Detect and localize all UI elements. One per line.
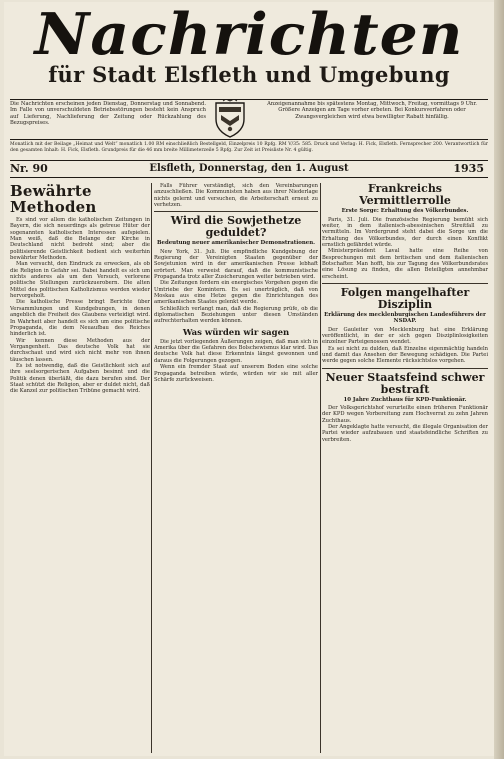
column-divider	[151, 183, 152, 753]
advertising-info: Anzeigenannahme bis spätestens Montag, Mittwoch, Freitag, vormittags 9 Uhr. Größere Anzeigen am Tage vorher erbeten. Bei Konkursverfahren oder Zwangsvergleichen wird etwa bewilligter Rabatt hinfällig.	[267, 101, 477, 120]
article-divider	[322, 283, 488, 284]
paragraph: New York, 31. Juli. Die empfindliche Kundgebung der Regierung der Vereinigten Staaten gegenüber der Sowjetunion wird in der amerikanischen Presse lebhaft erörtert. Man verweist darauf, daß die kommunistische Propaganda trotz aller Zusicherungen weiter betrieben wird.	[154, 248, 318, 281]
article-headline: Wird die Sowjethetze geduldet?	[170, 214, 302, 240]
paragraph: Man versucht, den Eindruck zu erwecken, als ob die Religion in Gefahr sei. Dabei handelt es sich um nichts anderes als um den Versuch, verlorene politische Stellungen zurückzuerobern. Die alten Mittel des politischen Katholizismus werden wieder hervorgeholt.	[10, 261, 150, 300]
article-headline: Folgen mangelhafter Disziplin	[340, 285, 470, 311]
paragraph: Wir kennen diese Methoden aus der Vergangenheit. Das deutsche Volk hat sie durchschaut und wird sich nicht mehr von ihnen täuschen lassen.	[10, 337, 150, 363]
publication-info: Die Nachrichten erscheinen jeden Dienstag, Donnerstag und Sonnabend. Im Falle von unverschuldeten Betriebsstörungen besteht kein Anspruch auf Lieferung, Nachlieferung der Zeitung oder Rückzahlung des Bezugspreises.	[10, 101, 206, 127]
article-subheadline: Bedeutung neuer amerikanischer Demonstrationen.	[156, 240, 316, 247]
info-bar	[10, 101, 488, 137]
paragraph: Der Angeklagte hatte versucht, die illegale Organisation der Partei wieder aufzubauen und staatsfeindliche Schriften zu verbreiten.	[322, 424, 488, 443]
dateline-rule-bottom	[10, 177, 488, 178]
paragraph: Es ist notwendig, daß die Geistlichkeit sich auf ihre seelsorgerischen Aufgaben besinnt und die Politik denen überläßt, die dazu berufen sind. Der Staat schützt die Religion, aber er duldet nicht, daß die Kanzel zur politischen Tribüne gemacht wird.	[10, 362, 150, 395]
paragraph: Schließlich verlangt man, daß die Regierung prüfe, ob die diplomatischen Beziehungen unter diesen Umständen aufrechterhalten werden können.	[154, 305, 318, 325]
paragraph: Die jetzt vorliegenden Äußerungen zeigen, daß man sich in Amerika über die Gefahren des Bolschewismus klar wird. Das deutsche Volk hat diese Erkenntnis längst gewonnen und daraus die Folgerungen gezogen.	[154, 338, 318, 364]
article-body	[322, 327, 488, 365]
section-headline: Was würden wir sagen	[182, 327, 290, 338]
paragraph: Der Gauleiter von Mecklenburg hat eine Erklärung veröffentlicht, in der er sich gegen Disziplinlosigkeiten einzelner Parteigenossen wendet.	[322, 326, 488, 346]
info-rule	[10, 139, 488, 140]
paragraph: Die Zeitungen fordern ein energisches Vorgehen gegen die Umtriebe der Komintern. Es sei unerträglich, daß von Moskau aus eine Hetze gegen die Einrichtungen des amerikanischen Staates gelenkt werde.	[154, 280, 318, 306]
paragraph: Paris, 31. Juli. Die französische Regierung bemüht sich weiter, in dem italienisch-abessinischen Streitfall zu vermitteln. Im Vordergrund steht dabei die Sorge um die Erhaltung des Völkerbundes, der durch einen Konflikt ernstlich gefährdet würde.	[322, 216, 488, 248]
paragraph: Der Volksgerichtshof verurteilte einen früheren Funktionär der KPD wegen Vorbereitung zum Hochverrat zu zehn Jahren Zuchthaus.	[322, 405, 488, 424]
article-divider	[322, 368, 488, 369]
issue-year: 1935	[453, 162, 484, 175]
article-headline: Bewährte Methoden	[10, 183, 97, 216]
column-divider	[320, 183, 321, 753]
issue-date: Elsfleth, Donnerstag, den 1. August	[149, 163, 349, 174]
article-body	[154, 339, 318, 383]
paragraph: Ministerpräsident Laval hatte eine Reihe von Besprechungen mit dem britischen und dem italienischen Botschafter. Man hofft, bis zur Tagung des Völkerbundsrates eine Lösung zu finden, die allen Beteiligten annehmbar erscheint.	[322, 248, 488, 280]
article-column-middle	[154, 183, 318, 753]
coat-of-arms-icon	[213, 99, 247, 139]
article-subheadline: Erklärung des mecklenburgischen Landesführers der NSDAP.	[324, 311, 486, 325]
article-column-right	[322, 183, 488, 753]
paragraph: Falls Führer verständigt, sich den Vereinbarungen anzuschließen. Die Kommunisten haben aus ihrer Niederlage nichts gelernt und versuchen, die Arbeiterschaft erneut zu verhetzen.	[154, 183, 318, 209]
masthead	[10, 2, 488, 87]
article-headline: Neuer Staatsfeind schwer bestraft	[325, 370, 485, 396]
price-notice: Monatlich mit der Beilage „Heimat und Welt“ monatlich 1.00 RM einschließlich Bestellgeld, Einzelpreis 10 Rpfg. RM V/35: 585. Druck und Verlag: H. Fick, Elsfleth. Fernsprecher 200. Verantwortlich für den gesamten Inhalt: H. Fick, Elsfleth. Grundpreis für die 46 mm breite Millimeterzeile 5 Rpfg. Zur Zeit ist Preisliste Nr. 4 gültig.	[10, 142, 488, 153]
paragraph: Es sind vor allem die katholischen Zeitungen in Bayern, die sich neuerdings als getreue Hüter der sogenannten katholischen Interessen aufspielen. Man weiß, daß die Belange der Kirche in Deutschland nicht bedroht sind; aber die politisierende Geistlichkeit bedient sich weiterhin bewährter Methoden.	[10, 217, 150, 262]
article-body	[10, 217, 150, 395]
article-subheadline: Erste Sorge: Erhaltung des Völkerbundes.	[341, 208, 469, 214]
dateline	[10, 162, 488, 176]
article-divider	[154, 211, 318, 212]
masthead-subtitle: für Stadt Elsfleth und Umgebung	[48, 62, 450, 87]
paragraph: Es sei nicht zu dulden, daß Einzelne eigenmächtig handeln und damit das Ansehen der Bewegung schädigen. Die Partei werde gegen solche Elemente rücksichtslos vorgehen.	[322, 345, 488, 365]
paragraph: Wenn ein fremder Staat auf unserem Boden eine solche Propaganda betreiben würde, würden wir sie mit aller Schärfe zurückweisen.	[154, 364, 318, 383]
article-body	[154, 249, 318, 325]
article-headline: Frankreichs Vermittlerrolle	[359, 183, 451, 207]
paragraph: Die katholische Presse bringt Berichte über Versammlungen und Kundgebungen, in denen angeblich die Freiheit des Glaubens verteidigt wird. In Wahrheit aber handelt es sich um eine politische Propaganda, die dem Neuaufbau des Reiches hinderlich ist.	[10, 299, 150, 338]
masthead-rule	[10, 99, 488, 100]
article-body	[322, 217, 488, 280]
binding-edge	[494, 0, 504, 759]
masthead-title: Nachrichten	[34, 2, 464, 69]
article-continuation	[154, 183, 318, 208]
newspaper-page	[4, 2, 494, 756]
article-subheadline: 10 Jahre Zuchthaus für KPD-Funktionär.	[343, 396, 467, 403]
article-bewaehrte-methoden	[10, 183, 150, 753]
article-body	[322, 405, 488, 443]
issue-number: Nr. 90	[10, 162, 48, 175]
